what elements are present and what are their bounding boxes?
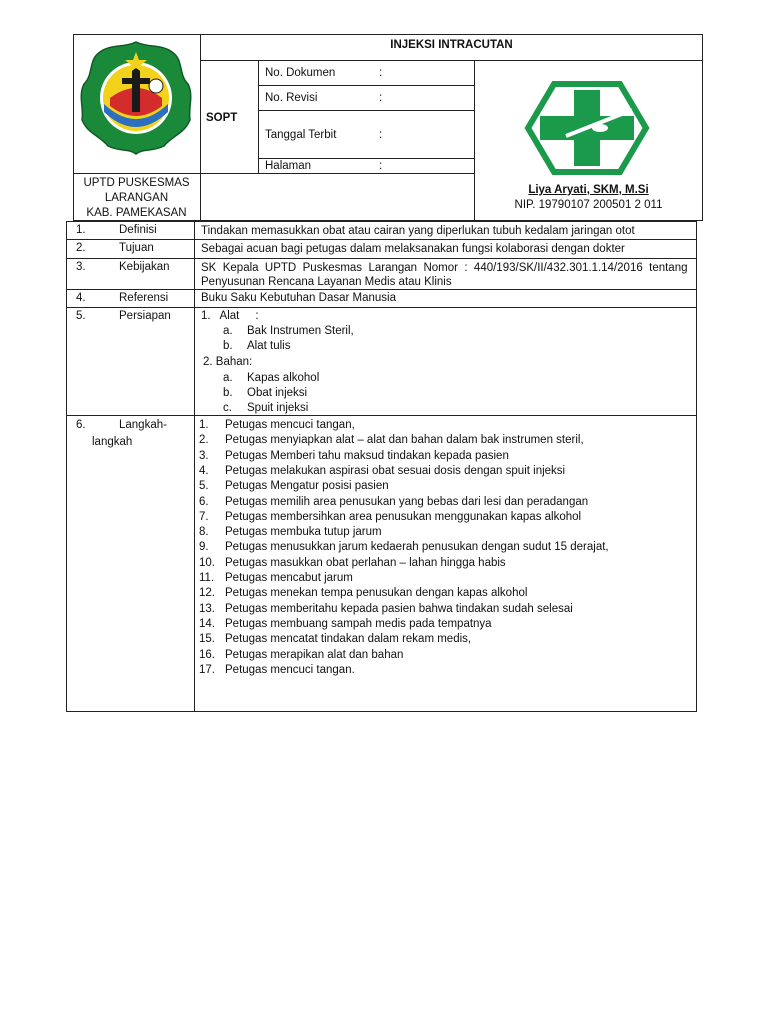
step-text: Petugas memberitahu kepada pasien bahwa tindakan sudah selesai — [225, 602, 573, 615]
row-number: 1. — [76, 224, 86, 236]
field-no-revisi-label: No. Revisi — [265, 92, 318, 104]
list-item — [199, 540, 609, 555]
row-number: 5. — [76, 310, 86, 322]
list-item: Kapas alkohol — [247, 372, 320, 384]
row-label-line-2: langkah — [92, 436, 133, 448]
step-text: Petugas membuka tutup jarum — [225, 526, 382, 539]
list-item — [199, 525, 382, 540]
step-number: 8. — [199, 526, 209, 539]
list-item — [199, 632, 471, 647]
step-number: 1. — [199, 419, 209, 431]
step-number: 16. — [199, 648, 215, 661]
step-text: Petugas memilih area penusukan yang bebas dari lesi dan peradangan — [225, 495, 589, 508]
list-mark: a. — [223, 372, 233, 384]
row-text: Sebagai acuan bagi petugas dalam melaksanakan fungsi kolaborasi dengan dokter — [201, 243, 625, 255]
signer-name: Liya Aryati, SKM, M.Si — [528, 184, 649, 196]
step-number: 5. — [199, 480, 209, 493]
row-number: 2. — [76, 242, 86, 254]
row-number: 3. — [76, 261, 86, 273]
step-number: 15. — [199, 633, 215, 646]
list-item — [199, 586, 527, 601]
step-text: Petugas melakukan aspirasi obat sesuai dosis dengan spuit injeksi — [225, 464, 566, 477]
step-text: Petugas menekan tempa penusukan dengan kapas alkohol — [225, 587, 528, 600]
step-text: Petugas Memberi tahu maksud tindakan kepada pasien — [225, 449, 509, 462]
list-item — [199, 449, 509, 464]
step-number: 9. — [199, 541, 209, 554]
step-number: 2. — [199, 434, 209, 447]
step-text: Petugas mencabut jarum — [225, 572, 353, 584]
step-number: 13. — [199, 602, 215, 615]
list-item — [199, 602, 573, 617]
step-number: 11. — [199, 572, 215, 584]
step-text: Petugas mencatat tindakan dalam rekam medis, — [225, 633, 472, 646]
list-item — [199, 479, 389, 494]
sopt-label: SOPT — [206, 112, 238, 124]
step-number: 10. — [199, 556, 215, 569]
field-sep: : — [379, 160, 383, 172]
row-text: Buku Saku Kebutuhan Dasar Manusia — [201, 292, 396, 304]
list-item: Bak Instrumen Steril, — [247, 325, 354, 337]
row-number: 4. — [76, 292, 86, 304]
puskesmas-logo-icon — [524, 80, 650, 176]
row-label: Kebijakan — [119, 261, 170, 273]
list-item — [199, 663, 355, 678]
list-item — [199, 571, 353, 586]
field-no-dokumen-label: No. Dokumen — [265, 67, 336, 79]
row-text-line-1: SK Kepala UPTD Puskesmas Larangan Nomor : 440/193/SK/II/432.301.1.14/2016 tentang — [201, 262, 688, 274]
list-item — [199, 495, 588, 510]
step-text: Petugas mencuci tangan, — [225, 419, 355, 431]
list-mark: a. — [223, 325, 233, 337]
step-number: 14. — [199, 617, 215, 630]
bahan-heading: 2. Bahan: — [203, 356, 253, 368]
list-item — [199, 617, 492, 632]
list-item: Obat injeksi — [247, 387, 308, 399]
step-number: 4. — [199, 464, 209, 477]
field-sep: : — [379, 92, 383, 104]
step-text: Petugas menyiapkan alat – alat dan bahan dalam bak instrumen steril, — [225, 434, 584, 447]
row-label: Tujuan — [119, 242, 154, 254]
list-mark: b. — [223, 340, 233, 352]
step-text: Petugas masukkan obat perlahan – lahan hingga habis — [225, 556, 506, 569]
list-item: Spuit injeksi — [247, 402, 309, 414]
list-item — [199, 556, 506, 571]
step-text: Petugas mencuci tangan. — [225, 663, 355, 676]
row-label: Referensi — [119, 292, 169, 304]
list-item — [199, 433, 584, 448]
field-sep: : — [379, 67, 383, 79]
step-number: 6. — [199, 495, 209, 508]
document-title: INJEKSI INTRACUTAN — [390, 39, 513, 51]
step-text: Petugas membuang sampah medis pada tempatnya — [225, 617, 492, 630]
step-text: Petugas membersihkan area penusukan menggunakan kapas alkohol — [225, 510, 582, 523]
list-mark: b. — [223, 387, 233, 399]
step-number: 17. — [199, 663, 215, 676]
step-text: Petugas merapikan alat dan bahan — [225, 648, 404, 661]
field-sep: : — [379, 129, 383, 141]
list-item: Alat tulis — [247, 340, 291, 352]
field-tanggal-terbit-label: Tanggal Terbit — [265, 129, 337, 141]
step-number: 7. — [199, 510, 209, 523]
step-number: 3. — [199, 449, 209, 462]
row-label: Definisi — [119, 224, 157, 236]
row-text: Tindakan memasukkan obat atau cairan yang diperlukan tubuh kedalam jaringan otot — [201, 225, 635, 237]
list-item — [199, 418, 355, 433]
regency-emblem-icon — [76, 38, 196, 158]
step-text: Petugas Mengatur posisi pasien — [225, 480, 389, 493]
list-item — [199, 510, 581, 525]
org-line-3: KAB. PAMEKASAN — [86, 207, 187, 219]
row-text-line-2: Penyusunan Rencana Layanan Medis atau Klinis — [201, 276, 452, 288]
list-item — [199, 648, 403, 663]
field-halaman-label: Halaman — [265, 160, 312, 172]
row-number: 6. — [76, 419, 86, 431]
org-line-2: LARANGAN — [104, 192, 169, 204]
step-text: Petugas menusukkan jarum kedaerah penusukan dengan sudut 15 derajat, — [225, 541, 609, 554]
row-label: Persiapan — [119, 310, 171, 322]
org-line-1: UPTD PUSKESMAS — [83, 177, 190, 189]
list-item — [199, 464, 565, 479]
row-label-line-1: Langkah- — [119, 419, 167, 431]
list-mark: c. — [223, 402, 232, 414]
signer-nip: NIP. 19790107 200501 2 011 — [514, 199, 663, 211]
alat-heading: 1. Alat : — [201, 310, 259, 322]
step-number: 12. — [199, 587, 215, 600]
